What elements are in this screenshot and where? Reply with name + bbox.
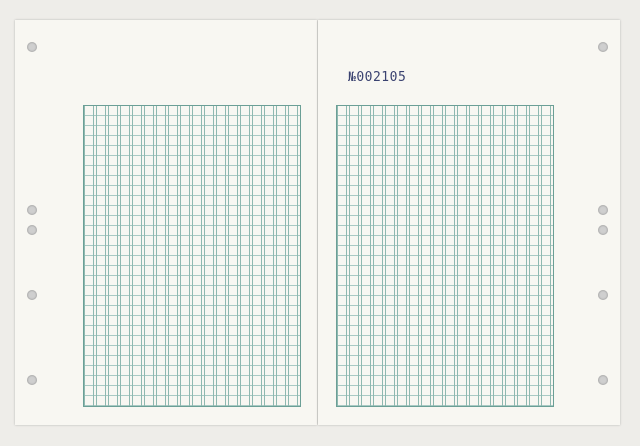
binder-hole — [27, 375, 37, 385]
binder-hole — [27, 290, 37, 300]
serial-number: №002105 — [348, 70, 407, 85]
right-manuscript-page — [318, 20, 620, 425]
binder-hole — [598, 290, 608, 300]
binder-hole — [27, 225, 37, 235]
binder-hole — [598, 225, 608, 235]
binder-hole — [27, 42, 37, 52]
binder-hole — [598, 42, 608, 52]
binder-hole — [598, 375, 608, 385]
binder-hole — [598, 205, 608, 215]
writing-grid — [336, 105, 554, 407]
binder-hole — [27, 205, 37, 215]
left-manuscript-page — [15, 20, 317, 425]
writing-grid — [83, 105, 301, 407]
